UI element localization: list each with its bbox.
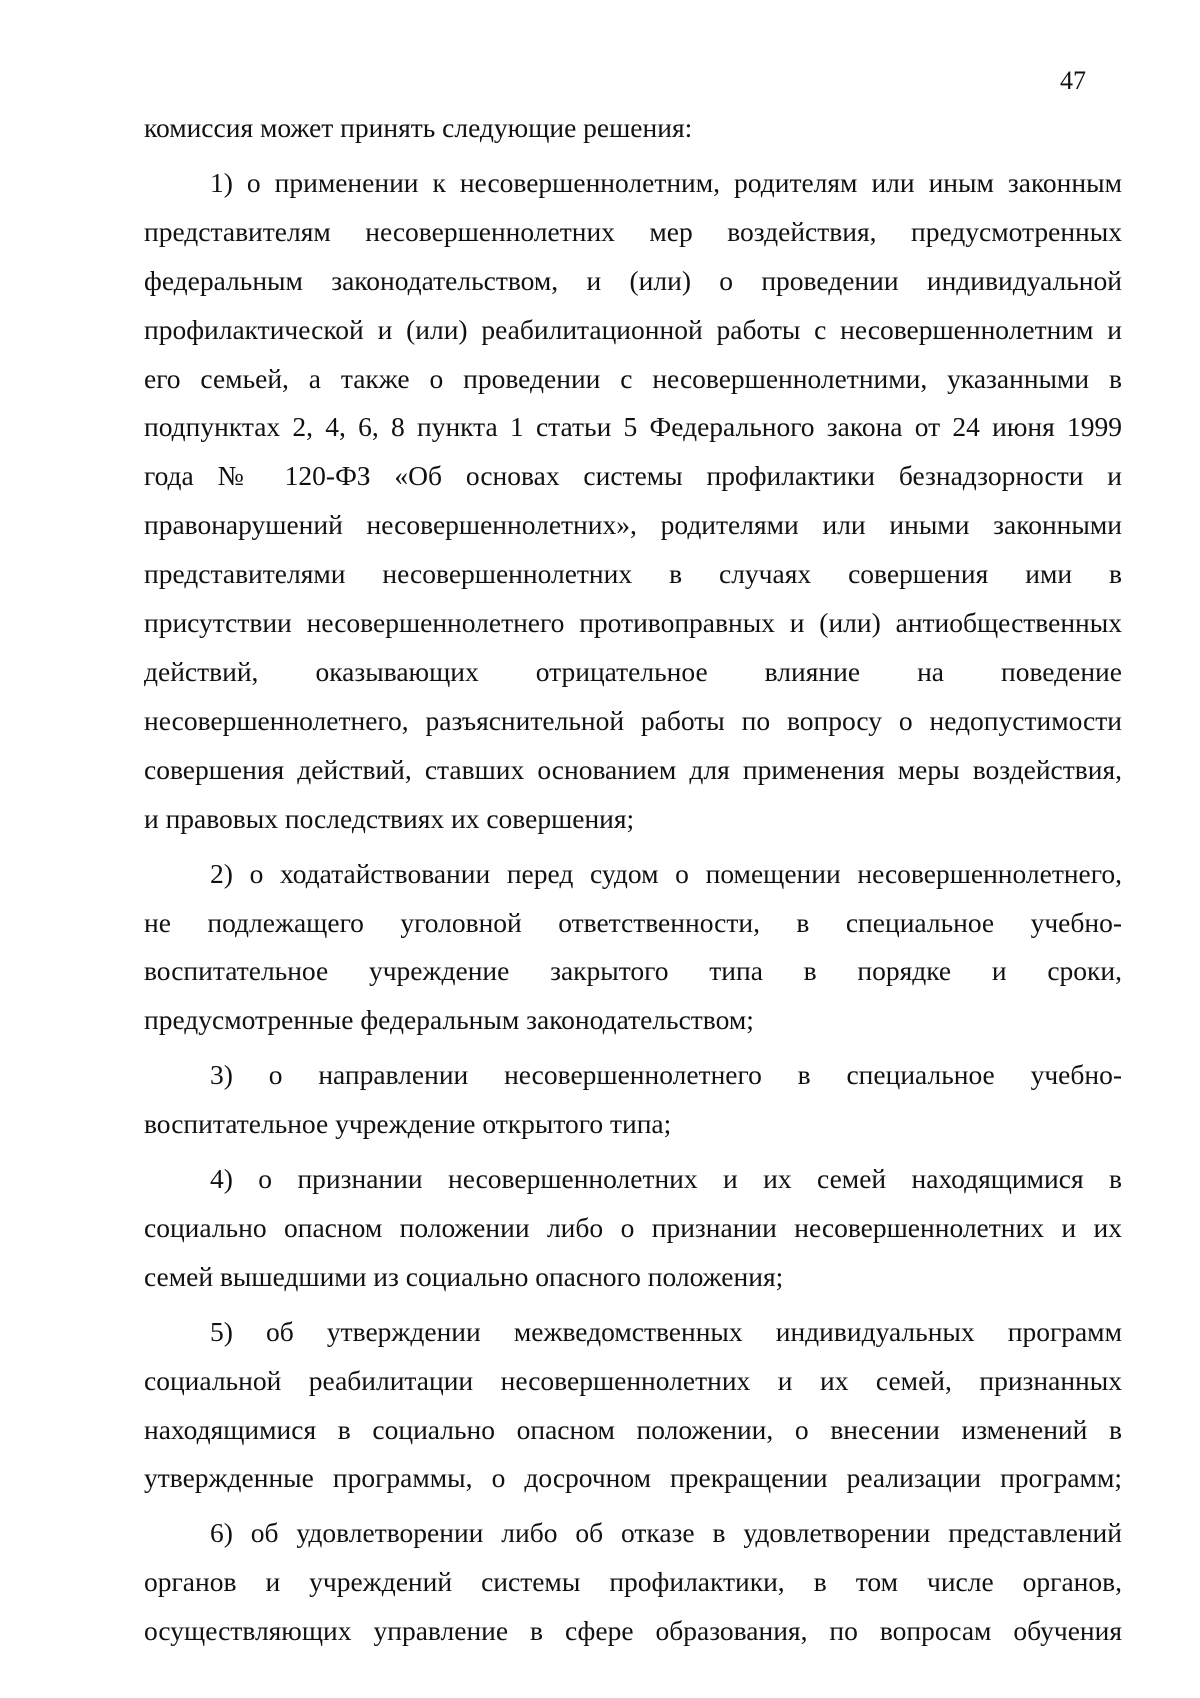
text-line: 5) об утверждении межведомственных индивидуальных программ (210, 1315, 1122, 1347)
text-line: комиссия может принять следующие решения: (144, 112, 693, 143)
text-line: представителям несовершеннолетних мер воздействия, предусмотренных (144, 215, 1122, 247)
text-line: совершения действий, ставших основанием для применения меры воздействия, (144, 753, 1122, 785)
text-line: органов и учреждений системы профилактики, в том числе органов, (144, 1566, 1122, 1598)
text-line: осуществляющих управление в сфере образования, по вопросам обучения (144, 1615, 1122, 1647)
text-line: представителями несовершеннолетних в случаях совершения ими в (144, 558, 1122, 590)
text-line: 6) об удовлетворении либо об отказе в удовлетворении представлений (210, 1517, 1122, 1549)
text-line: его семьей, а также о проведении с несовершеннолетними, указанными в (144, 362, 1122, 394)
text-line: 3) о направлении несовершеннолетнего в специальное учебно- (210, 1059, 1122, 1091)
text-line: присутствии несовершеннолетнего противоправных и (или) антиобщественных (144, 607, 1122, 639)
text-line: социальной реабилитации несовершеннолетних и их семей, признанных (144, 1364, 1122, 1396)
text-line: воспитательное учреждение закрытого типа в порядке и сроки, (144, 955, 1122, 987)
text-line: социально опасном положении либо о признании несовершеннолетних и их (144, 1211, 1122, 1243)
text-line: утвержденные программы, о досрочном прекращении реализации программ; (144, 1462, 1122, 1494)
text-line: несовершеннолетнего, разъяснительной работы по вопросу о недопустимости (144, 704, 1122, 736)
text-line: профилактической и (или) реабилитационной работы с несовершеннолетним и (144, 313, 1122, 345)
text-line: семей вышедшими из социально опасного положения; (144, 1260, 784, 1292)
text-line: 2) о ходатайствовании перед судом о помещении несовершеннолетнего, (210, 857, 1122, 889)
text-line: федеральным законодательством, и (или) о проведении индивидуальной (144, 264, 1122, 296)
text-line: действий, оказывающих отрицательное влияние на поведение (144, 655, 1122, 687)
page-number: 47 (1060, 66, 1086, 95)
text-line: не подлежащего уголовной ответственности, в специальное учебно- (144, 906, 1122, 938)
text-line: воспитательное учреждение открытого типа; (144, 1108, 672, 1140)
text-line: 4) о признании несовершеннолетних и их семей находящимися в (210, 1163, 1122, 1195)
text-line: и правовых последствиях их совершения; (144, 802, 635, 834)
text-line: 1) о применении к несовершеннолетним, родителям или иным законным (210, 166, 1122, 198)
document-body (144, 104, 1122, 1656)
text-line: правонарушений несовершеннолетних», родителями или иными законными (144, 509, 1122, 541)
text-line: года № 120-ФЗ «Об основах системы профилактики безнадзорности и (144, 460, 1122, 492)
text-line: находящимися в социально опасном положении, о внесении изменений в (144, 1413, 1122, 1445)
text-line: предусмотренные федеральным законодательством; (144, 1004, 754, 1036)
text-line: подпунктах 2, 4, 6, 8 пункта 1 статьи 5 Федерального закона от 24 июня 1999 (144, 411, 1122, 443)
